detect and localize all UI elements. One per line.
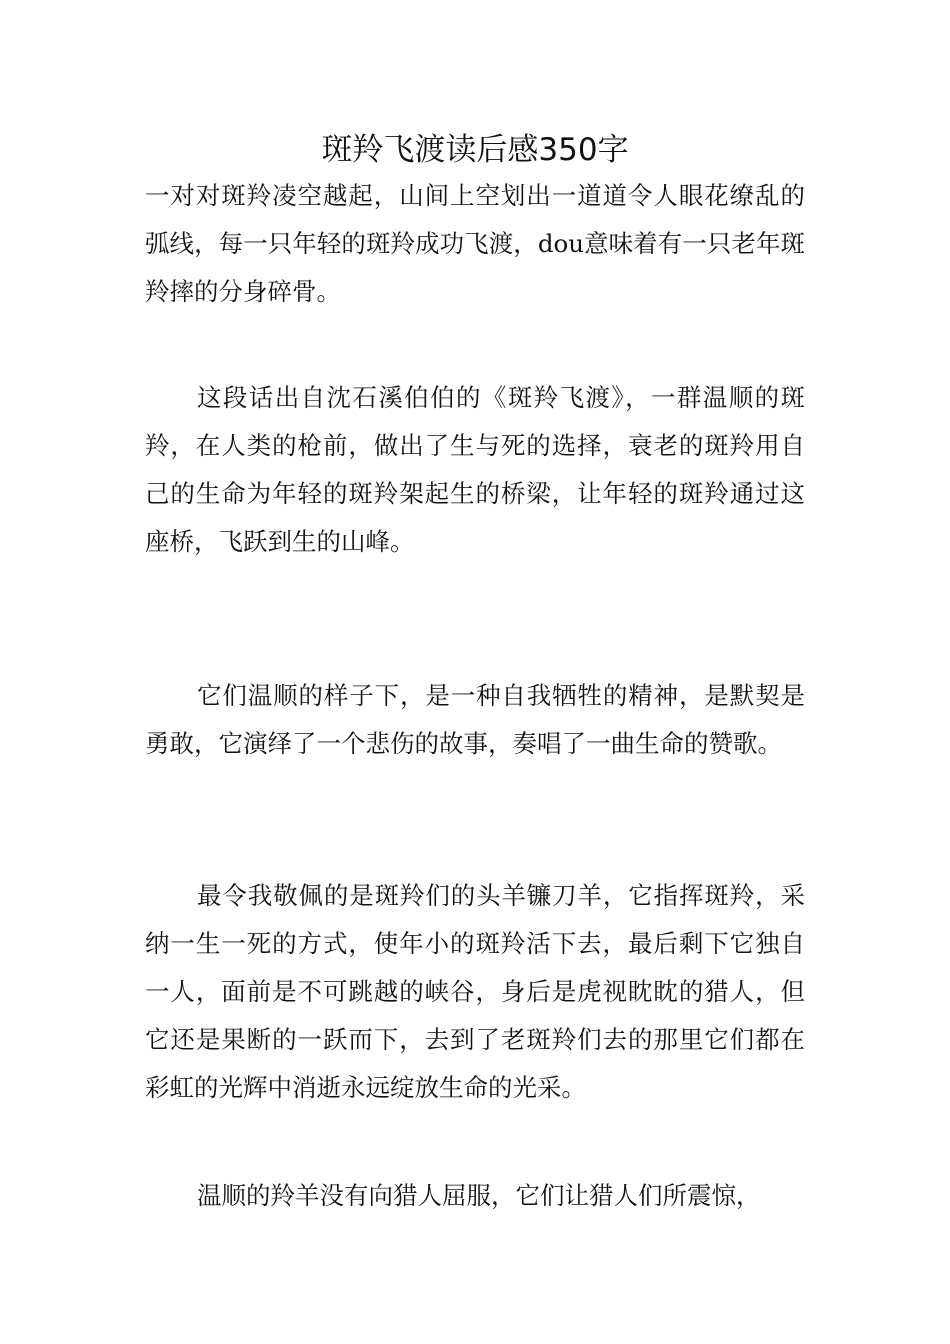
document-title: 斑羚飞渡读后感350字 bbox=[321, 132, 629, 168]
paragraph-5: 温顺的羚羊没有向猎人屈服，它们让猎人们所震惊， bbox=[197, 1181, 761, 1210]
paragraph-1: 一对对斑羚凌空越起，山间上空划出一道道令人眼花缭乱的弧线，每一只年轻的斑羚成功飞渡，dou意味着有一只老年斑羚摔的分身碎骨。 bbox=[145, 181, 805, 306]
paragraph-2: 这段话出自沈石溪伯伯的《斑羚飞渡》，一群温顺的斑羚，在人类的枪前，做出了生与死的选择，衰老的斑羚用自己的生命为年轻的斑羚架起生的桥梁，让年轻的斑羚通过这座桥，飞跃到生的山峰。 bbox=[145, 383, 805, 556]
paragraph-3: 它们温顺的样子下，是一种自我牺牲的精神，是默契是勇敢，它演绎了一个悲伤的故事，奏唱了一曲生命的赞歌。 bbox=[145, 681, 805, 758]
paragraph-4: 最令我敬佩的是斑羚们的头羊镰刀羊，它指挥斑羚，采纳一生一死的方式，使年小的斑羚活下去，最后剩下它独自一人，面前是不可跳越的峡谷，身后是虎视眈眈的猎人，但它还是果断的一跃而下，去到了老斑羚们去的那里它们都在彩虹的光辉中消逝永远绽放生命的光采。 bbox=[145, 881, 805, 1102]
